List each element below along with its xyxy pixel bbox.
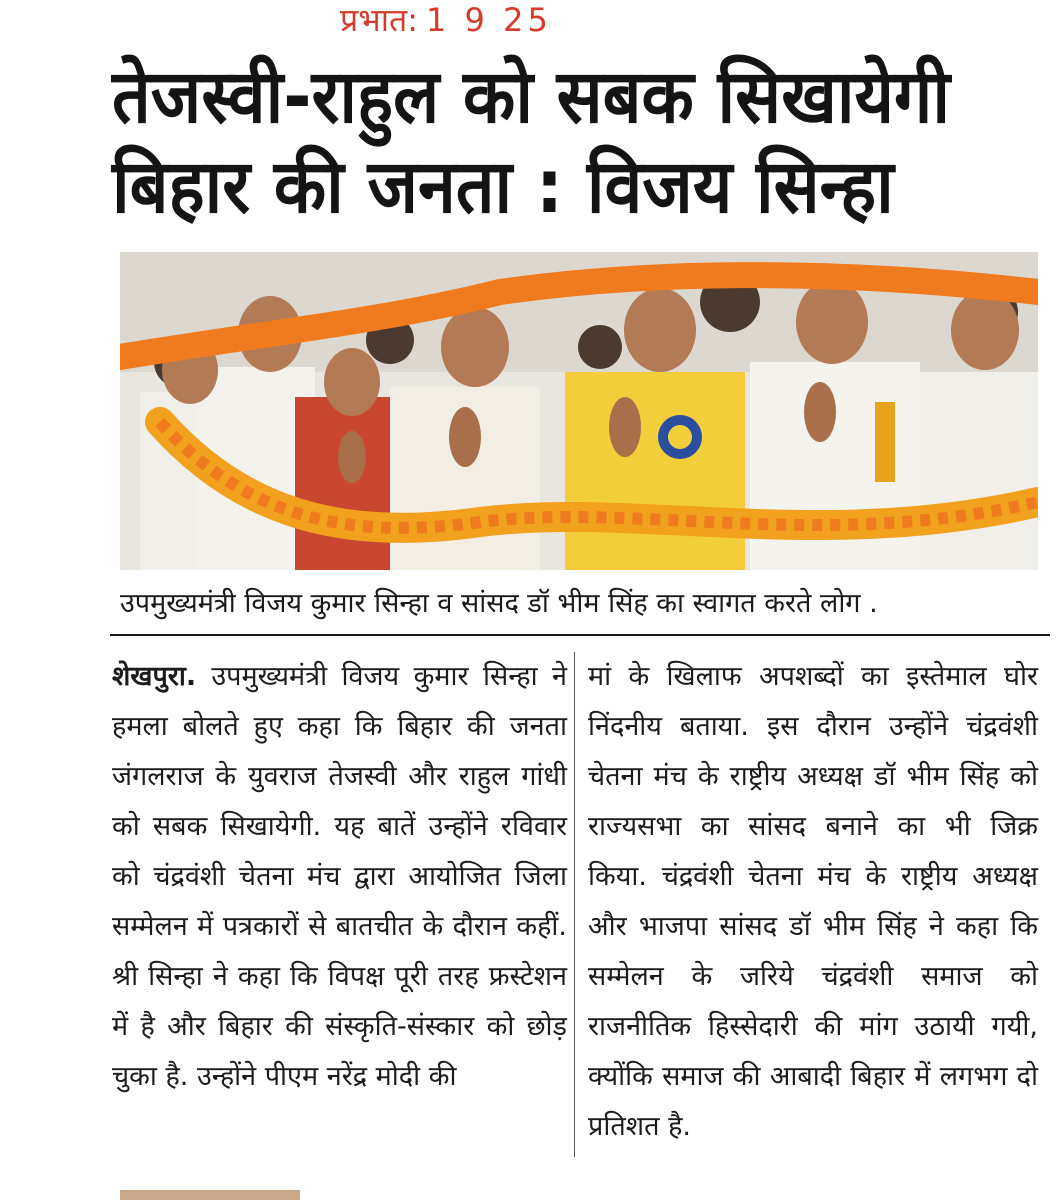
article-text-left: उपमुख्यमंत्री विजय कुमार सिन्हा ने हमला बोलते हुए कहा कि बिहार की जनता जंगलराज के युवराज तेजस्वी और राहुल गांधी को सबक सिखायेगी. यह बातें उन्होंने रविवार को चंद्रवंशी चेतना मंच द्वारा आयोजित जिला सम्मेलन में पत्रकारों से बातचीत के दौरान कहीं. श्री सिन्हा ने कहा कि विपक्ष पूरी तरह फ्रस्टेशन में है और बिहार की संस्कृति-संस्कार को छोड़ चुका है. उन्होंने पीएम नरेंद्र मोदी की — [112, 661, 567, 1092]
source-tag — [340, 0, 552, 40]
source-number: 1 9 25 — [426, 1, 552, 39]
photo-illustration — [120, 252, 1038, 570]
caption-divider — [110, 634, 1050, 636]
news-photo — [120, 252, 1038, 570]
headline — [112, 52, 958, 232]
article-column-left — [112, 652, 567, 1102]
article-column-right — [588, 652, 1038, 1152]
photo-caption: उपमुख्यमंत्री विजय कुमार सिन्हा व सांसद डॉ भीम सिंह का स्वागत करते लोग . — [120, 588, 878, 619]
headline-line-2: बिहार की जनता : विजय सिन्हा — [112, 144, 894, 230]
source-label: प्रभात: — [340, 1, 419, 39]
next-clipping-edge — [120, 1190, 300, 1200]
headline-line-1: तेजस्वी-राहुल को सबक सिखायेगी — [112, 54, 950, 140]
article-text-right: मां के खिलाफ अपशब्दों का इस्तेमाल घोर निंदनीय बताया. इस दौरान उन्होंने चंद्रवंशी चेतना मंच के राष्ट्रीय अध्यक्ष डॉ भीम सिंह को राज्यसभा का सांसद बनाने का भी जिक्र किया. चंद्रवंशी चेतना मंच के राष्ट्रीय अध्यक्ष और भाजपा सांसद डॉ भीम सिंह ने कहा कि सम्मेलन के जरिये चंद्रवंशी समाज को राजनीतिक हिस्सेदारी की मांग उठायी गयी, क्योंकि समाज की आबादी बिहार में लगभग दो प्रतिशत है. — [588, 661, 1038, 1142]
column-divider — [574, 652, 575, 1157]
dateline: शेखपुरा. — [112, 661, 212, 692]
